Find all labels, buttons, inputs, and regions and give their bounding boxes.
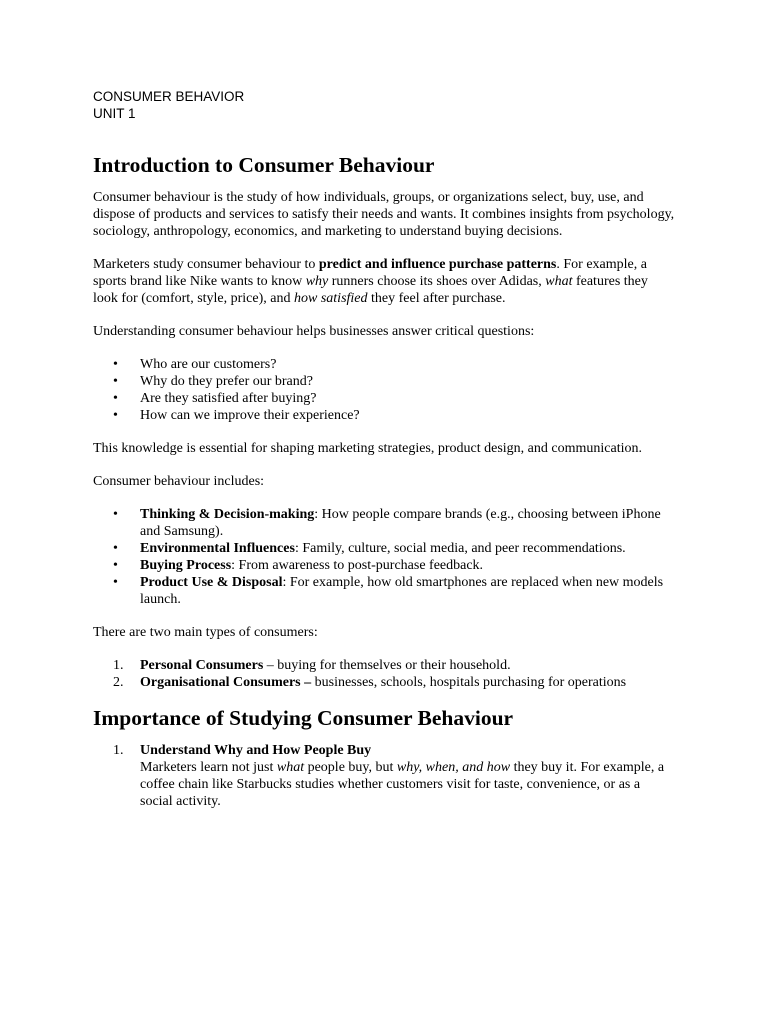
list-item — [93, 540, 675, 557]
list-item: • Are they satisfied after buying? — [93, 390, 675, 407]
p2-text-b: . For example, a sports brand like Nike wants to know — [93, 257, 647, 289]
intro-heading: Introduction to Consumer Behaviour — [93, 153, 435, 177]
intro-paragraph-2 — [93, 256, 675, 307]
include-desc: : From awareness to post-purchase feedback. — [231, 558, 484, 573]
importance-text-a: Marketers learn not just — [140, 760, 277, 775]
list-number: 2. — [113, 675, 124, 690]
questions-list — [93, 356, 675, 424]
list-item — [93, 657, 675, 674]
intro-paragraph-1: Consumer behaviour is the study of how individuals, groups, or organizations select, buy, use, and dispose of products and services to satisfy their needs and wants. It combines insights from psychology, sociology, anthropology, economics, and marketing to understand buying decisions. — [93, 190, 675, 239]
list-number: 1. — [113, 658, 124, 673]
list-item: • Why do they prefer our brand? — [93, 373, 675, 390]
include-term: Product Use & Disposal — [140, 575, 283, 590]
p2-italic-why: why — [305, 274, 329, 289]
list-item — [93, 742, 675, 810]
includes-list — [93, 506, 675, 608]
importance-text-c: they buy it. For example, a coffee chain like Starbucks studies whether customers visit for taste, convenience, or as a social activity. — [140, 760, 665, 809]
importance-text-b: people buy, but — [304, 760, 397, 775]
intro-paragraph-3: Understanding consumer behaviour helps businesses answer critical questions: — [93, 324, 535, 339]
type-desc: – buying for themselves or their household. — [263, 658, 511, 673]
importance-italic-why-when-how: why, when, and how — [396, 760, 511, 775]
include-term: Thinking & Decision-making — [140, 507, 315, 522]
list-item — [93, 506, 675, 540]
p2-text-d: features they look for (comfort, style, price), and — [93, 274, 648, 306]
include-term: Buying Process — [140, 558, 232, 573]
importance-heading: Importance of Studying Consumer Behaviour — [93, 706, 514, 730]
include-desc: : How people compare brands (e.g., choosing between iPhone and Samsung). — [140, 507, 661, 539]
importance-italic-what: what — [276, 760, 305, 775]
list-item — [93, 674, 675, 691]
include-desc: : For example, how old smartphones are replaced when new models launch. — [140, 575, 664, 607]
p2-italic-how-satisfied: how satisfied — [294, 291, 368, 306]
intro-paragraph-4: This knowledge is essential for shaping marketing strategies, product design, and communication. — [93, 441, 642, 456]
p2-text-c: runners choose its shoes over Adidas, — [328, 274, 546, 289]
type-term: Organisational Consumers – — [140, 675, 312, 690]
intro-paragraph-6: There are two main types of consumers: — [93, 625, 318, 640]
type-desc: businesses, schools, hospitals purchasing for operations — [311, 675, 627, 690]
consumer-types-list — [93, 657, 675, 691]
list-item — [93, 574, 675, 608]
p2-bold: predict and influence purchase patterns — [318, 257, 557, 272]
type-term: Personal Consumers — [140, 658, 264, 673]
importance-list — [93, 742, 675, 810]
list-item — [93, 557, 675, 574]
p2-italic-what: what — [545, 274, 573, 289]
include-term: Environmental Influences — [140, 541, 295, 556]
unit-label: UNIT 1 — [93, 106, 136, 121]
list-item: • How can we improve their experience? — [93, 407, 675, 424]
intro-paragraph-5: Consumer behaviour includes: — [93, 474, 265, 489]
list-number: 1. — [113, 743, 124, 758]
list-item: • Who are our customers? — [93, 356, 675, 373]
p2-text-e: they feel after purchase. — [367, 291, 506, 306]
importance-item-title: Understand Why and How People Buy — [140, 743, 372, 758]
include-desc: : Family, culture, social media, and peer recommendations. — [294, 541, 626, 556]
course-title: CONSUMER BEHAVIOR — [93, 89, 245, 104]
p2-text-a: Marketers study consumer behaviour to — [93, 257, 319, 272]
